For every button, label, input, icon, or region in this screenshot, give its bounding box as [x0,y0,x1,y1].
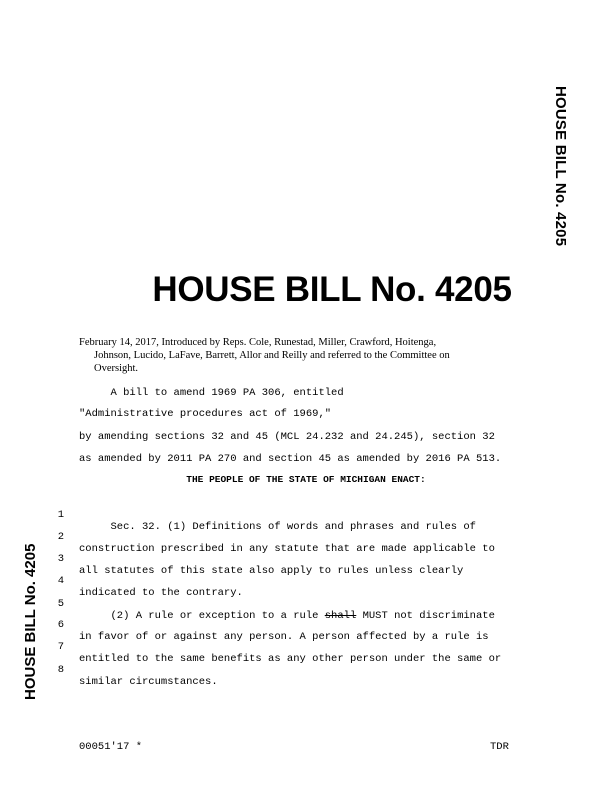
line-number: 5 [57,598,64,610]
line-text: all statutes of this state also apply to rules unless clearly [79,565,464,577]
line-number: 6 [57,619,64,631]
bill-line [0,652,612,688]
line-text-before: (2) A rule or exception to a rule [79,610,325,622]
intro-line-2: Johnson, Lucido, LaFave, Barrett, Allor and Reilly and referred to the Committee on [94,350,450,361]
line-number: 8 [57,664,64,676]
line-text: in favor of or against any person. A person affected by a rule is [79,631,489,643]
line-text: indicated to the contrary. [79,587,243,599]
preamble-line-1: A bill to amend 1969 PA 306, entitled [79,387,344,399]
bill-title: HOUSE BILL No. 4205 [152,270,512,309]
line-number: 4 [57,575,64,587]
footer-document-code: 00051'17 * [79,741,143,753]
line-text-after: MUST not discriminate [356,610,495,622]
enacting-clause: THE PEOPLE OF THE STATE OF MICHIGAN ENACT: [186,474,426,485]
struck-word: shall [324,610,357,622]
line-number: 3 [57,553,64,565]
preamble-line-3: by amending sections 32 and 45 (MCL 24.232 and 24.245), section 32 [79,431,495,443]
intro-line-3: Oversight. [94,363,139,374]
preamble-line-4: as amended by 2011 PA 270 and section 45 as amended by 2016 PA 513. [79,453,502,465]
line-text: Sec. 32. (1) Definitions of words and phrases and rules of [79,521,476,533]
line-number: 7 [57,641,64,653]
preamble-line-2: "Administrative procedures act of 1969," [79,408,332,420]
line-number: 1 [57,509,64,521]
line-text: construction prescribed in any statute that are made applicable to [79,543,495,555]
intro-line-1: February 14, 2017, Introduced by Reps. Cole, Runestad, Miller, Crawford, Hoitenga, [79,337,437,348]
line-number: 2 [57,531,64,543]
footer-initials: TDR [490,741,509,753]
side-label-top: HOUSE BILL No. 4205 [552,86,569,247]
line-text: entitled to the same benefits as any other person under the same or [79,653,502,665]
introduction-note [79,336,499,375]
line-text: similar circumstances. [79,676,218,688]
side-label-bottom: HOUSE BILL No. 4205 [22,544,39,701]
